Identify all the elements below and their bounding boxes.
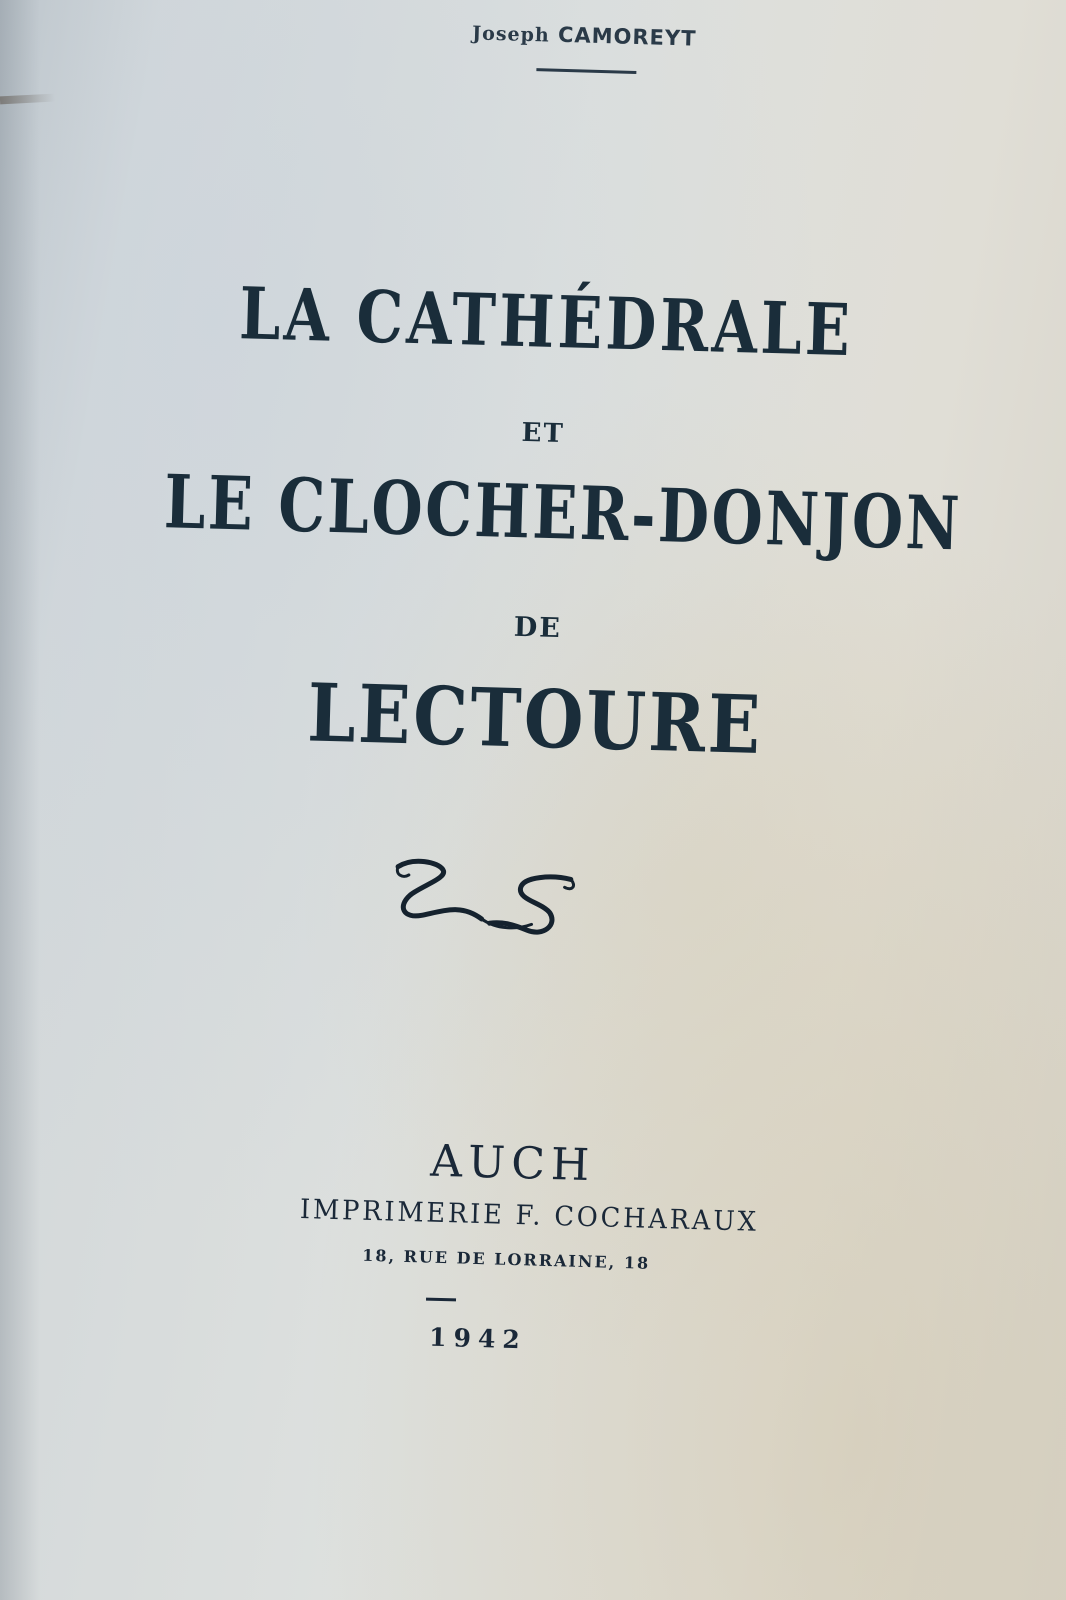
title-line-2: LE CLOCHER-DONJON [162, 457, 964, 568]
imprint-printer: IMPRIMERIE F. COCHARAUX [299, 1194, 760, 1238]
author-family-name: CAMOREYT [557, 22, 697, 51]
ornament-flourish-icon [391, 854, 578, 949]
author-rule [536, 68, 636, 74]
title-line-1: LA CATHÉDRALE [238, 271, 855, 374]
publication-year: 1942 [428, 1322, 528, 1355]
imprint-address: 18, RUE DE LORRAINE, 18 [361, 1245, 651, 1273]
imprint-rule [426, 1298, 456, 1302]
title-connector-et: ET [521, 417, 566, 450]
imprint-city: AUCH [429, 1135, 596, 1192]
title-connector-de: DE [513, 611, 563, 645]
title-line-3: LECTOURE [306, 665, 765, 772]
author-name [51, 9, 1066, 63]
author-given-name: Joseph [471, 22, 551, 47]
